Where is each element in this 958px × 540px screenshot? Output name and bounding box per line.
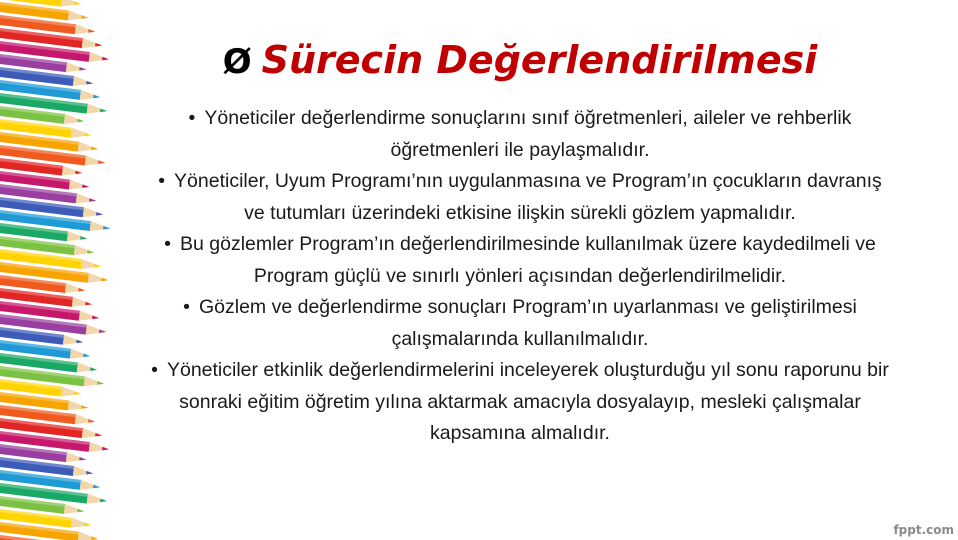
bullet-item <box>148 292 892 355</box>
bullet-dot: • <box>183 296 190 318</box>
bullet-dot: • <box>188 107 196 129</box>
colored-pencils-decoration <box>0 0 150 540</box>
bullet-item <box>148 355 892 450</box>
bullet-text: Gözlem ve değerlendirme sonuçları Program’ın uyarlanması ve geliştirilmesi çalışmalarında kullanılmalıdır. <box>198 296 857 350</box>
bullet-dot: • <box>151 359 158 381</box>
bullet-item <box>148 166 892 229</box>
bullet-item <box>148 103 892 166</box>
slide-title <box>150 38 890 82</box>
watermark: fppt.com <box>893 523 954 537</box>
bullet-text: Yöneticiler etkinlik değerlendirmelerini inceleyerek oluşturduğu yıl sonu raporunu bir sonraki eğitim öğretim yılına aktarmak amacıyla dosyalayıp, mesleki çalışmalar kapsamına almalıdır. <box>166 359 889 444</box>
bullet-text: Yöneticiler, Uyum Programı’nın uygulanmasına ve Program’ın çocukların davranış ve tutumları üzerindeki etkisine ilişkin sürekli gözlem yapmalıdır. <box>174 170 882 224</box>
slide-title-text: Sürecin Değerlendirilmesi <box>261 38 818 82</box>
bullet-text: Yöneticiler değerlendirme sonuçlarını sınıf öğretmenleri, aileler ve rehberlik öğretmenleri ile paylaşmalıdır. <box>204 107 852 161</box>
bullet-list <box>148 103 892 450</box>
bullet-dot: • <box>158 170 166 192</box>
bullet-dot: • <box>164 233 171 255</box>
bullet-item <box>148 229 892 292</box>
bullet-text: Bu gözlemler Program’ın değerlendirilmesinde kullanılmak üzere kaydedilmeli ve Program güçlü ve sınırlı yönleri açısından değerlendirilmelidir. <box>180 233 876 287</box>
arrow-bullet-icon: Ø <box>222 42 252 82</box>
